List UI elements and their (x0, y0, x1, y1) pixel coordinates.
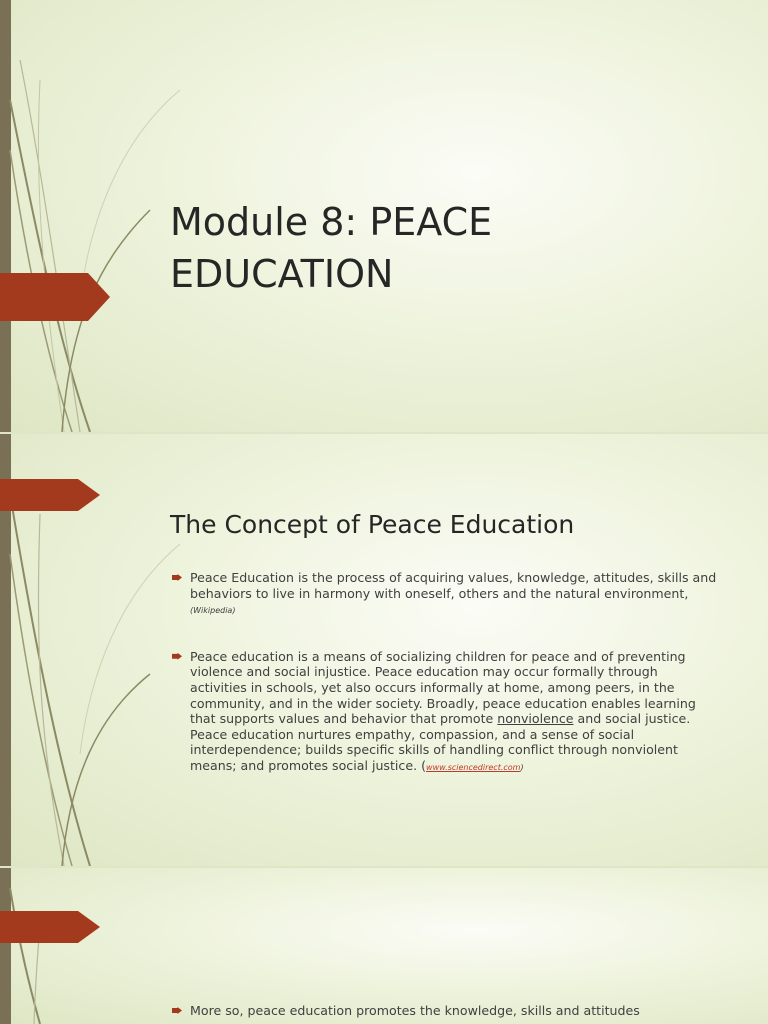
source-link[interactable]: www.sciencedirect.com (426, 762, 521, 772)
underlined-term: nonviolence (497, 711, 574, 727)
bullet-text: More so, peace education promotes the knowledge, skills and attitudes (190, 1003, 640, 1018)
citation: (Wikipedia) (190, 606, 236, 616)
bullet-list (172, 570, 718, 806)
slide-concept (0, 434, 768, 866)
slide-title (0, 0, 768, 432)
slide-1-title (170, 196, 730, 300)
bullet-text: Peace Education is the process of acquiring values, knowledge, attitudes, skills and behaviors to live in harmony with oneself, others and the natural environment, (190, 570, 717, 601)
list-item (172, 570, 718, 619)
bullet-text: Peace education is a means of socializing children for peace and of preventing violence and social injustice. Peace education may occur formally through activities in schools, yet also occurs informally at home, among peers, in the community, and in the wider society. Broadly, peace education enables learning that supports values and behavior that promote (190, 648, 696, 727)
list-item (172, 1003, 718, 1019)
slide-continued (0, 868, 768, 1024)
bullet-text-continued: and social justice. Peace education nurtures empathy, compassion, and a sense of social interdependence; builds specific skills of handling conflict through nonviolent means; and promotes social justice. ( (190, 711, 691, 773)
chevron-tab-icon (0, 273, 110, 321)
arrow-bullet-icon (172, 1007, 182, 1014)
slide-2-title: The Concept of Peace Education (170, 510, 575, 539)
title-line-2: EDUCATION (170, 252, 394, 296)
arrow-bullet-icon (172, 653, 182, 660)
closing-paren: ) (520, 762, 524, 772)
title-line-1: Module 8: PEACE (170, 200, 493, 244)
bullet-list (172, 1003, 718, 1024)
list-item (172, 649, 718, 776)
stem-decoration (0, 868, 200, 1024)
arrow-bullet-icon (172, 574, 182, 581)
